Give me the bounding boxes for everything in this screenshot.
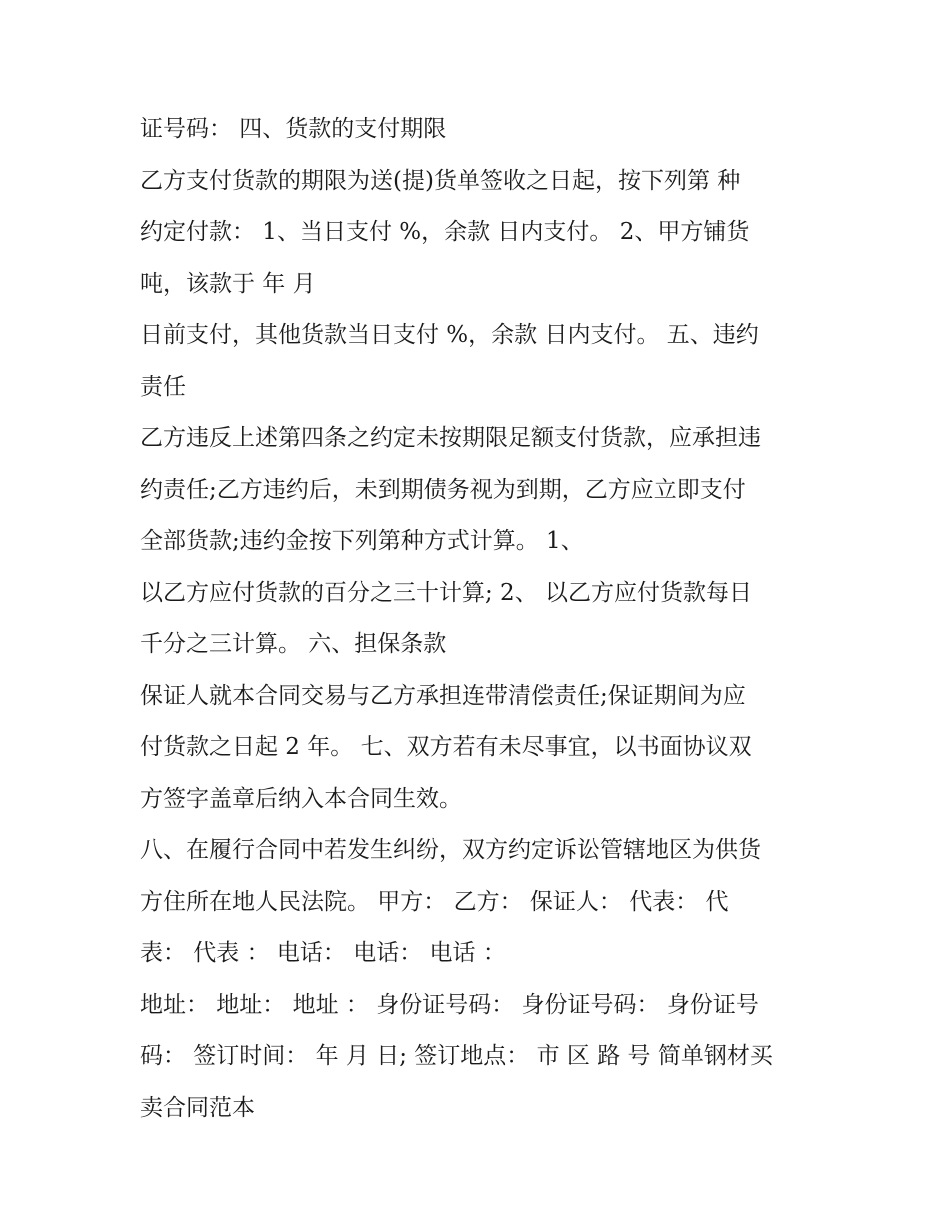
text-line: 乙方违反上述第四条之约定未按期限足额支付货款，应承担违 <box>140 425 761 451</box>
text-line: 证号码： 四、货款的支付期限 <box>140 116 447 142</box>
document-body <box>140 111 820 1141</box>
text-line: 乙方支付货款的期限为送(提)货单签收之日起，按下列第 种 <box>140 167 741 194</box>
text-line: 卖合同范本 <box>140 1094 255 1121</box>
text-line: 责任 <box>140 373 186 400</box>
text-line: 全部货款;违约金按下列第种方式计算。 1、 <box>140 528 584 554</box>
text-line: 约责任;乙方违约后，未到期债务视为到期，乙方应立即支付 <box>140 476 746 503</box>
text-line: 表： 代表 ： 电话： 电话： 电话 ： <box>140 940 506 966</box>
text-line: 八、在履行合同中若发生纠纷，双方约定诉讼管辖地区为供货 <box>140 837 761 863</box>
text-line: 付货款之日起 2 年。 七、双方若有未尽事宜，以书面协议双 <box>140 734 752 760</box>
text-line: 日前支付，其他货款当日支付 %，余款 日内支付。 五、违约 <box>140 322 759 348</box>
text-line: 方住所在地人民法院。 甲方： 乙方： 保证人： 代表： 代 <box>140 888 729 915</box>
text-line: 保证人就本合同交易与乙方承担连带清偿责任;保证期间为应 <box>140 682 746 709</box>
text-line: 码： 签订时间： 年 月 日; 签订地点： 市 区 路 号 简单钢材买 <box>140 1043 773 1069</box>
text-line: 以乙方应付货款的百分之三十计算; 2、 以乙方应付货款每日 <box>140 579 753 606</box>
text-line: 约定付款： 1、当日支付 %，余款 日内支付。 2、甲方铺货 <box>140 219 750 245</box>
text-line: 方签字盖章后纳入本合同生效。 <box>140 785 462 812</box>
text-line: 地址： 地址： 地址 ： 身份证号码： 身份证号码： 身份证号 <box>140 991 759 1018</box>
text-line: 吨，该款于 年 月 <box>140 270 316 297</box>
text-line: 千分之三计算。 六、担保条款 <box>140 631 447 657</box>
